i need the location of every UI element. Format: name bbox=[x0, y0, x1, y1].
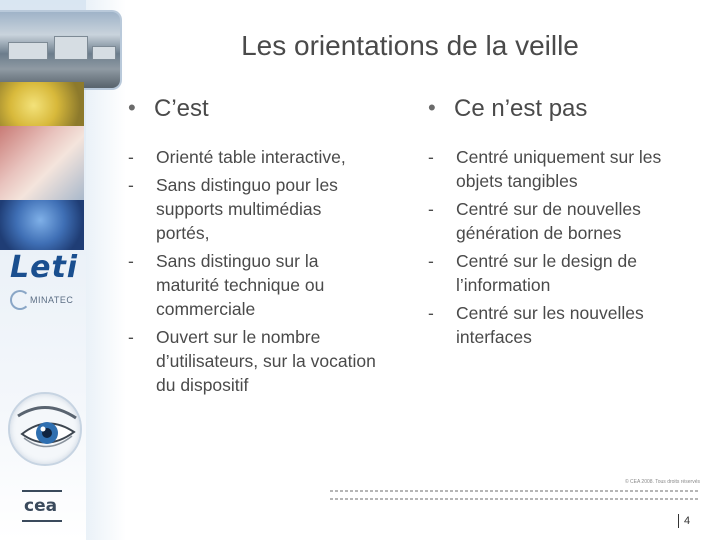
dash-glyph: - bbox=[128, 251, 134, 271]
list-item-text: Centré sur les nouvelles interfaces bbox=[456, 303, 644, 347]
list-item-text: Centré sur de nouvelles génération de bornes bbox=[456, 199, 641, 243]
bullet-glyph: • bbox=[128, 95, 136, 120]
cea-top-bar bbox=[22, 490, 62, 492]
leti-logo: Leti bbox=[10, 250, 79, 285]
right-column-heading bbox=[428, 95, 703, 131]
list-item-text: Centré sur le design de l’information bbox=[456, 251, 637, 295]
list-item bbox=[428, 197, 703, 245]
minatec-swirl-icon bbox=[10, 290, 30, 310]
dash-glyph: - bbox=[128, 175, 134, 195]
list-item bbox=[128, 173, 378, 245]
dash-glyph: - bbox=[428, 251, 434, 271]
left-column bbox=[128, 95, 378, 401]
cea-logo-text: cea bbox=[24, 496, 58, 516]
list-item bbox=[428, 249, 703, 297]
dash-glyph: - bbox=[428, 303, 434, 323]
minatec-logo bbox=[8, 290, 88, 312]
list-item-text: Sans distinguo pour les supports multimédias portés, bbox=[156, 175, 338, 243]
copyright-text: © CEA 2008. Tous droits réservés bbox=[624, 479, 700, 485]
footer bbox=[330, 478, 700, 500]
right-column bbox=[428, 95, 703, 353]
left-list bbox=[128, 145, 378, 397]
list-item bbox=[128, 325, 378, 397]
slide-title: Les orientations de la veille bbox=[241, 30, 579, 61]
cea-bottom-bar bbox=[22, 520, 62, 522]
left-column-heading bbox=[128, 95, 378, 131]
dash-glyph: - bbox=[128, 327, 134, 347]
campus-photo bbox=[0, 10, 122, 90]
left-heading-text: C’est bbox=[154, 95, 209, 122]
legal-fine-print-line bbox=[330, 490, 700, 492]
right-list bbox=[428, 145, 703, 349]
list-item bbox=[428, 301, 703, 349]
list-item-text: Centré uniquement sur les objets tangibles bbox=[456, 147, 662, 191]
list-item bbox=[128, 145, 378, 169]
dash-glyph: - bbox=[428, 199, 434, 219]
right-heading-text: Ce n’est pas bbox=[454, 95, 588, 122]
wafer-photo bbox=[0, 200, 84, 250]
bullet-glyph: • bbox=[428, 95, 436, 120]
list-item bbox=[428, 145, 703, 193]
list-item-text: Sans distinguo sur la maturité technique ou commerciale bbox=[156, 251, 325, 319]
legal-fine-print-line bbox=[330, 498, 700, 500]
dash-glyph: - bbox=[428, 147, 434, 167]
page-number: 4 bbox=[678, 514, 690, 528]
list-item bbox=[128, 249, 378, 321]
eye-icon bbox=[10, 394, 84, 468]
cea-logo bbox=[22, 486, 62, 526]
list-item-text: Ouvert sur le nombre d’utilisateurs, sur la vocation du dispositif bbox=[156, 327, 376, 395]
list-item-text: Orienté table interactive, bbox=[156, 147, 346, 167]
minatec-text: MINATEC bbox=[30, 295, 74, 305]
dash-glyph: - bbox=[128, 147, 134, 167]
eye-logo bbox=[8, 392, 82, 466]
